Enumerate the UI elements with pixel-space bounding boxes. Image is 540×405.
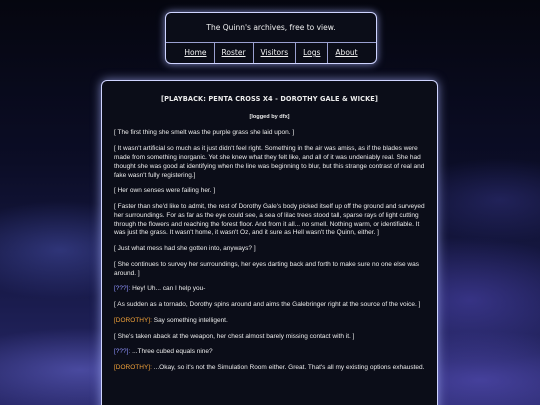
log-dialogue-line — [114, 317, 425, 326]
log-narration-line: [ The first thing she smelt was the purple grass she laid upon. ] — [114, 129, 295, 137]
speaker-tag: [DOROTHY]: — [114, 364, 152, 372]
log-panel — [101, 80, 438, 405]
log-credit: [logged by dfx] — [249, 113, 290, 120]
log-narration-line: [ Just what mess had she gotten into, anyways? ] — [114, 245, 256, 253]
speaker-tag: [???]: — [114, 348, 131, 356]
nav-link-home[interactable]: Home — [184, 48, 207, 57]
log-dialogue-line — [114, 285, 425, 294]
main-nav — [166, 43, 376, 63]
log-narration-line: [ She continues to survey her surroundings, her eyes darting back and forth to make sure no one else was around. ] — [114, 260, 419, 277]
speaker-tag: [???]: — [114, 285, 131, 293]
log-title: [PLAYBACK: PENTA CROSS X4 - DOROTHY GALE & WICKE] — [160, 95, 379, 103]
log-body — [114, 129, 425, 373]
nav-link-logs[interactable]: Logs — [295, 43, 327, 63]
nav-link-visitors[interactable]: Visitors — [253, 43, 296, 63]
log-narration-line: [ Faster than she'd like to admit, the rest of Dorothy Gale's body picked itself up off the ground and surveyed her surroundings. For as far as the eye could see, a sea of lilac trees stood tall, sparse rays of light cutting through the flowers and reaching the forest floor. And from it all... no smell. Nothing warm, or identifiable. It was just the grass. It wasn't home, it wasn't Oz, and it sure as Hell wasn't the Quinn, either. ] — [114, 203, 425, 237]
nav-link-about[interactable]: About — [327, 43, 364, 63]
site-header — [165, 12, 377, 64]
site-title: The Quinn's archives, free to view. — [206, 23, 336, 32]
dialogue-text: ...Okay, so it's not the Simulation Room either. Great. That's all my existing options exhausted. — [151, 364, 425, 372]
nav-link-roster[interactable]: Roster — [214, 43, 253, 63]
speaker-tag: [DOROTHY]: — [114, 316, 152, 324]
log-narration-line: [ She's taken aback at the weapon, her chest almost barely missing contact with it. ] — [114, 332, 355, 340]
log-narration-line: [ It wasn't artificial so much as it just didn't feel right. Something in the air was amiss, as if the blades were made from something inorganic. Yet she knew what they felt like, and all of it was undeniably real. She had thought she was good at identifying when the line was beginning to blur, but this strange contrast of real and fake wasn't fully registering.] — [114, 145, 425, 179]
dialogue-text: ...Three cubed equals nine? — [130, 348, 213, 356]
log-dialogue-line — [114, 364, 425, 373]
dialogue-text: Hey! Uh... can I help you- — [130, 285, 206, 293]
log-narration-line: [ As sudden as a tornado, Dorothy spins around and aims the Galebringer right at the source of the voice. ] — [114, 301, 421, 309]
log-dialogue-line — [114, 348, 425, 357]
dialogue-text: Say something intelligent. — [151, 316, 228, 324]
log-narration-line: [ Her own senses were failing her. ] — [114, 187, 216, 195]
